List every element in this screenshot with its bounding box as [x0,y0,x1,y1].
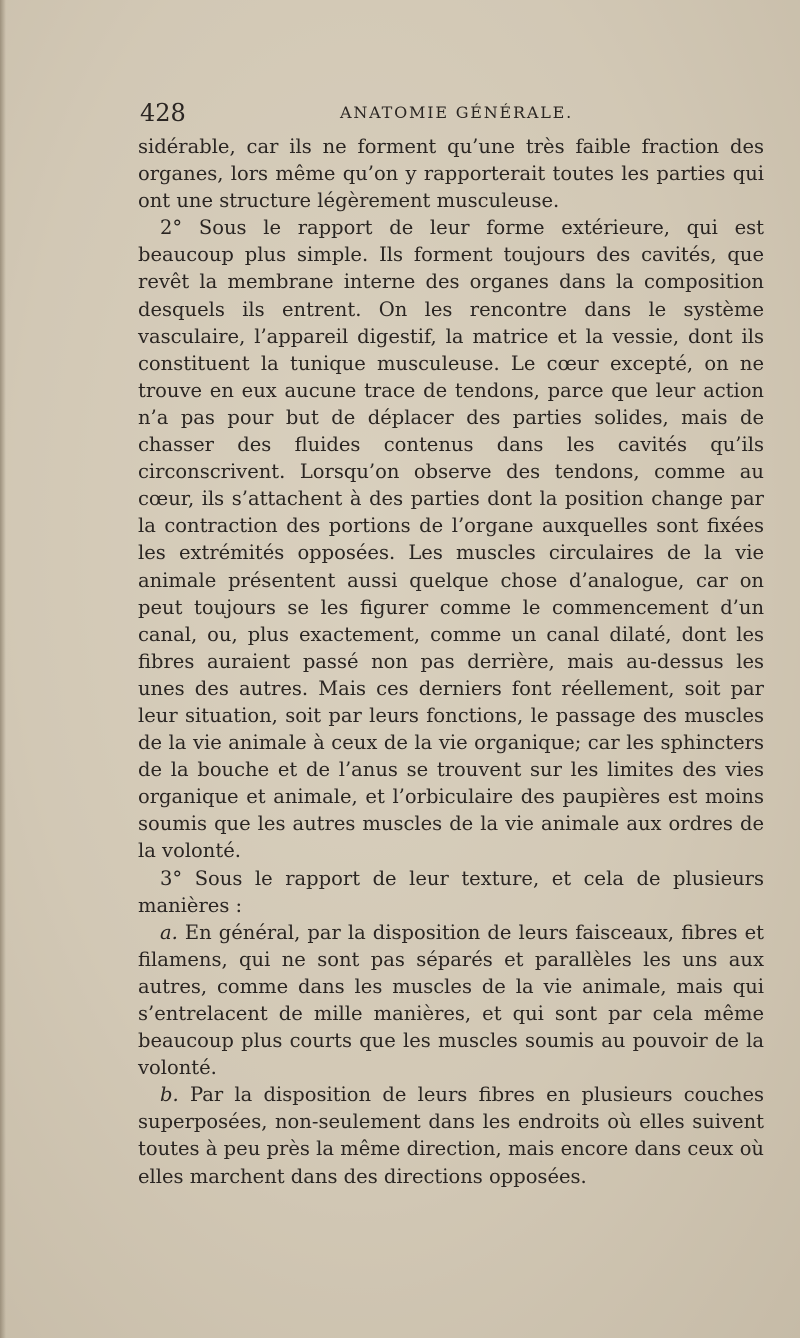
paragraph-form: 2° Sous le rapport de leur forme extérieure, qui est beaucoup plus simple. Ils forment toujours des cavités, que revêt la membrane interne des organes dans la composition desquels ils entrent. On les rencontre dans le système vasculaire, l’appareil digestif, la matrice et la vessie, dont ils constituent la tunique musculeuse. Le cœur excepté, on ne trouve en eux aucune trace de tendons, parce que leur action n’a pas pour but de déplacer des parties solides, mais de chasser des fluides contenus dans les cavités qu’ils circonscrivent. Lorsqu’on observe des tendons, comme au cœur, ils s’attachent à des parties dont la position change par la contraction des portions de l’organe auxquelles sont fixées les extrémités opposées. Les muscles circulaires de la vie animale présentent aussi quelque chose d’analogue, car on peut toujours se les figurer comme le commencement d’un canal, ou, plus exactement, comme un canal dilaté, dont les fibres auraient passé non pas derrière, mais au-dessus les unes des autres. Mais ces derniers font réellement, soit par leur situation, soit par leurs fonctions, le passage des muscles de la vie animale à ceux de la vie organique; car les sphincters de la bouche et de l’anus se trouvent sur les limites des vies organique et animale, et l’orbiculaire des paupières est moins soumis que les autres muscles de la vie animale aux ordres de la volonté. [138,216,764,863]
item-marker-a: a. [160,920,178,944]
list-item-b [138,1081,764,1189]
page-header [140,96,762,130]
item-text-a: En général, par la disposition de leurs faisceaux, fibres et filamens, qui ne sont pas séparés et parallèles les uns aux autres, comme dans les muscles de la vie animale, mais qui s’entrelacent de mille manières, et qui sont par cela même beaucoup plus courts que les muscles soumis au pouvoir de la volonté. [138,920,764,1080]
paragraph-continuation: sidérable, car ils ne forment qu’une très faible fraction des organes, lors même qu’on y rapporterait toutes les parties qui ont une structure légèrement musculeuse. [138,135,764,213]
page-edge-shadow [0,0,6,1338]
page-number: 428 [140,99,186,127]
item-marker-b: b. [160,1083,179,1107]
paragraph-texture: 3° Sous le rapport de leur texture, et cela de plusieurs manières : [138,866,764,917]
running-head: ANATOMIE GÉNÉRALE. [340,103,574,122]
list-item-a [138,919,764,1082]
item-text-b: Par la disposition de leurs fibres en plusieurs couches superposées, non-seulement dans les endroits où elles suivent toutes à peu près la même direction, mais encore dans ceux où elles marchent dans des directions opposées. [138,1083,764,1188]
body-text [138,133,764,1190]
